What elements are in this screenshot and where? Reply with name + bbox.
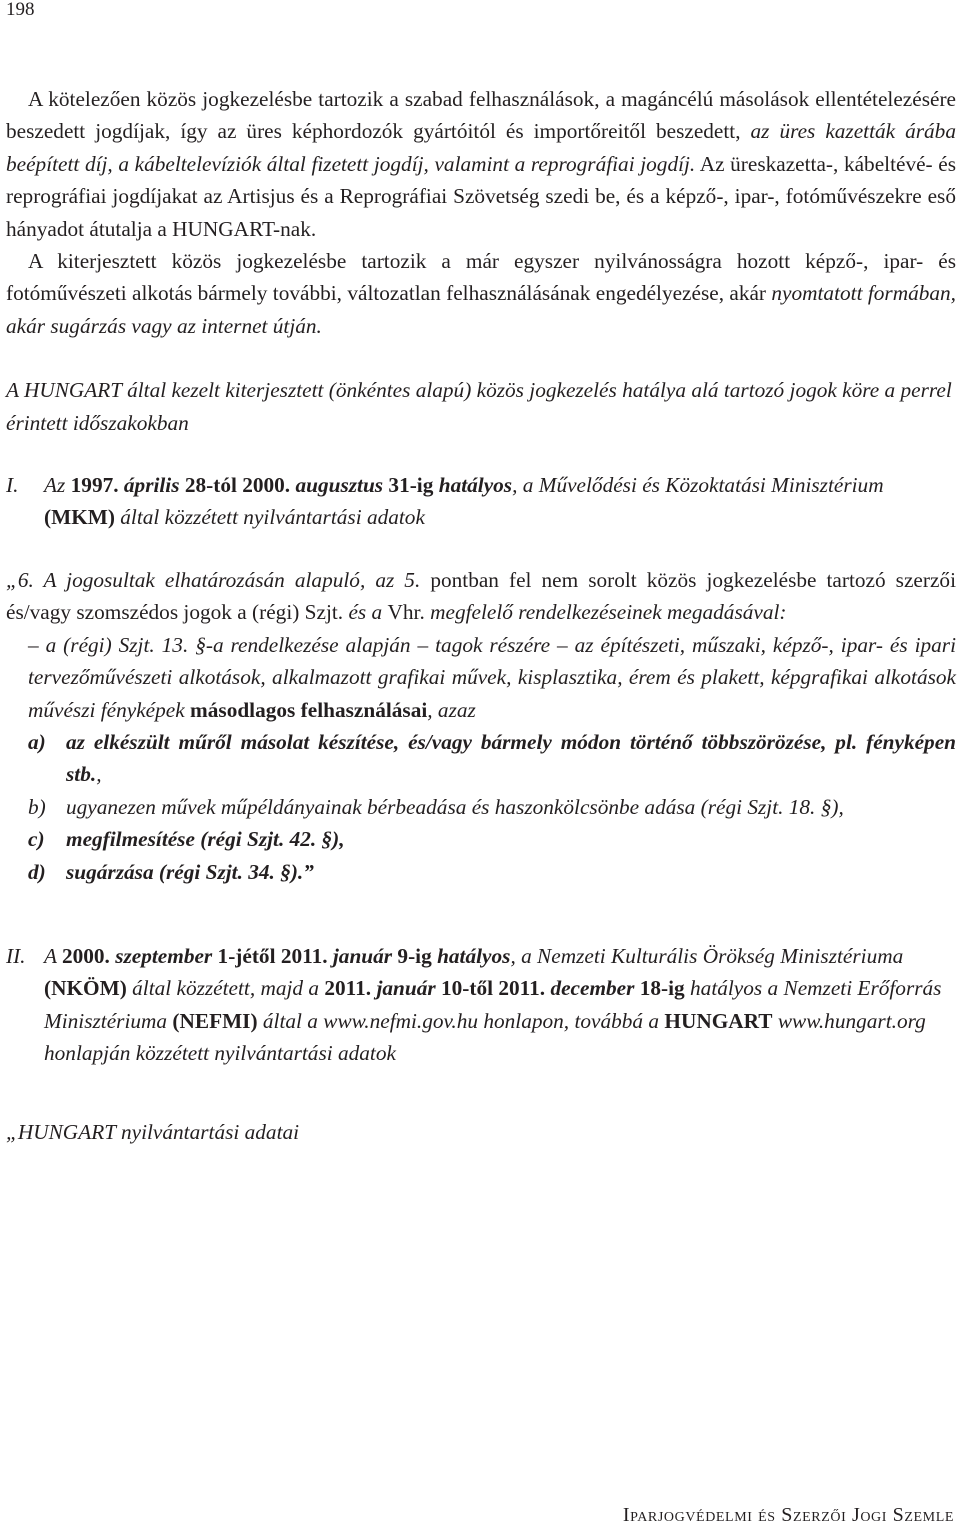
text: december	[550, 976, 635, 1001]
section-number: II.	[6, 943, 26, 968]
text: augusztus	[295, 473, 384, 498]
text: (MKM)	[44, 505, 115, 530]
text: , a Művelődési és Közoktatási Minisztérium	[512, 473, 884, 498]
paragraph-mandatory-management	[6, 83, 956, 245]
list-item-text: megfilmesítése (régi Szjt. 42. §),	[66, 827, 345, 852]
text: , azaz	[427, 697, 476, 722]
section-ii	[6, 940, 956, 1070]
text: másodlagos felhasználásai	[190, 697, 428, 722]
list-item	[6, 726, 956, 791]
text: 18-ig	[639, 976, 685, 1001]
quoted-provision	[6, 564, 956, 888]
text: „6. A jogosultak elhatározásán alapuló, az 5.	[6, 567, 421, 592]
text: hatályos	[438, 473, 513, 498]
text: A	[44, 943, 57, 968]
list-item-label: d)	[28, 859, 46, 884]
text: , a Nemzeti Kulturális Örökség Minisztériuma	[510, 943, 904, 968]
text: megfelelő rendelkezéseinek megadásával:	[430, 600, 787, 625]
page-number: 198	[6, 0, 35, 20]
text: április	[123, 473, 180, 498]
text: által a www.nefmi.gov.hu honlapon, továbbá a	[262, 1008, 660, 1033]
text: az elkészült műről másolat készítése, és/vagy bármely módon történő többszörözése, pl. fényképen stb.	[66, 729, 956, 787]
quote-intro	[6, 564, 956, 629]
list-item-label: b)	[28, 794, 46, 819]
list-item-label: a)	[28, 729, 46, 754]
text: (NEFMI)	[172, 1008, 258, 1033]
text: pontban fel nem sorolt közös jogkezelésbe tartozó szerzői és/vagy szomszédos jogok a (régi) Szjt.	[6, 567, 956, 625]
paragraph-text: A kötelezően közös jogkezelésbe tartozik a szabad felhasználások, a magáncélú másolások ellentételezésére beszedett jogdíjak, így az üres képhordozók gyártóitól és importőreitől beszedett,	[6, 87, 956, 144]
text: január	[376, 976, 436, 1001]
text: HUNGART	[664, 1008, 773, 1033]
text: 1-jétől 2011.	[217, 943, 328, 968]
list-item	[6, 791, 956, 823]
text: Vhr.	[387, 600, 425, 625]
text: hatályos a Nemzeti Erőforrás Minisztériuma	[44, 976, 942, 1033]
paragraph-text: Az üreskazetta-, kábeltévé- és reprográfiai jogdíjakat az Artisjus és a Reprográfiai Szövetség szedi be, és a képző-, ipar-, fotóművészekre eső hányadot átutalja a HUNGART-nak.	[6, 151, 956, 241]
text: 9-ig	[397, 943, 432, 968]
list-item-text: sugárzása (régi Szjt. 34. §).”	[66, 859, 314, 884]
text: által közzétett nyilvántartási adatok	[120, 505, 425, 530]
text: 28-tól 2000.	[184, 473, 291, 498]
text: szeptember	[115, 943, 213, 968]
section-heading: A HUNGART által kezelt kiterjesztett (önkéntes alapú) közös jogkezelés hatálya alá tartozó jogok köre a perrel érintett időszakokban	[6, 378, 952, 435]
text: ,	[96, 762, 102, 787]
section-number: I.	[6, 473, 19, 498]
text: hatályos	[437, 943, 511, 968]
paragraph-text: A kiterjesztett közös jogkezelésbe tartozik a már egyszer nyilvánosságra hozott képző-, ipar- és fotóművészeti alkotás bármely további, változatlan felhasználásának engedélyezése, akár	[6, 249, 956, 306]
list-item	[6, 823, 956, 855]
text: 31-ig	[388, 473, 434, 498]
text: (NKÖM)	[44, 976, 127, 1001]
text: 10-től 2011.	[440, 976, 546, 1001]
list-item-text	[66, 726, 956, 791]
article-body	[6, 83, 956, 1148]
text: – a (régi) Szjt. 13. §-a rendelkezése alapján – tagok részére – az építészeti, műszaki, képző-, ipar- és ipari tervezőművészeti alkotások, alkalmazott grafikai művek, kisplasztika, érem és plakett, képgrafikai alkotások művészi fényképek	[28, 632, 956, 722]
list-item-text: ugyanezen művek műpéldányainak bérbeadása és haszonkölcsönbe adása (régi Szjt. 18. §),	[66, 794, 844, 819]
paragraph-italic-text: az üres kazetták árába beépített díj, a kábeltelevíziók által fizetett jogdíj, valamint a reprográfiai jogdíj.	[6, 119, 956, 176]
section-i	[6, 469, 956, 534]
text: 1997.	[70, 473, 119, 498]
text: 2000.	[61, 943, 110, 968]
closing-quote: „HUNGART nyilvántartási adatai	[6, 1119, 300, 1144]
text: Az	[44, 473, 66, 498]
text: www.hungart.org honlapján közzétett nyilvántartási adatok	[44, 1008, 926, 1066]
text: és a	[348, 600, 383, 625]
quote-dash-item	[6, 629, 956, 726]
section-text	[44, 940, 956, 1070]
text: január	[332, 943, 393, 968]
text: 2011.	[324, 976, 372, 1001]
paragraph-extended-management	[6, 245, 956, 342]
journal-title-footer: Iparjogvédelmi és Szerzői Jogi Szemle	[622, 1504, 954, 1526]
text: által közzétett, majd a	[132, 976, 320, 1001]
list-item	[6, 856, 956, 888]
paragraph-italic-text: nyomtatott formában, akár sugárzás vagy az internet útján.	[6, 281, 956, 338]
section-text	[44, 469, 956, 534]
list-item-label: c)	[28, 827, 45, 852]
